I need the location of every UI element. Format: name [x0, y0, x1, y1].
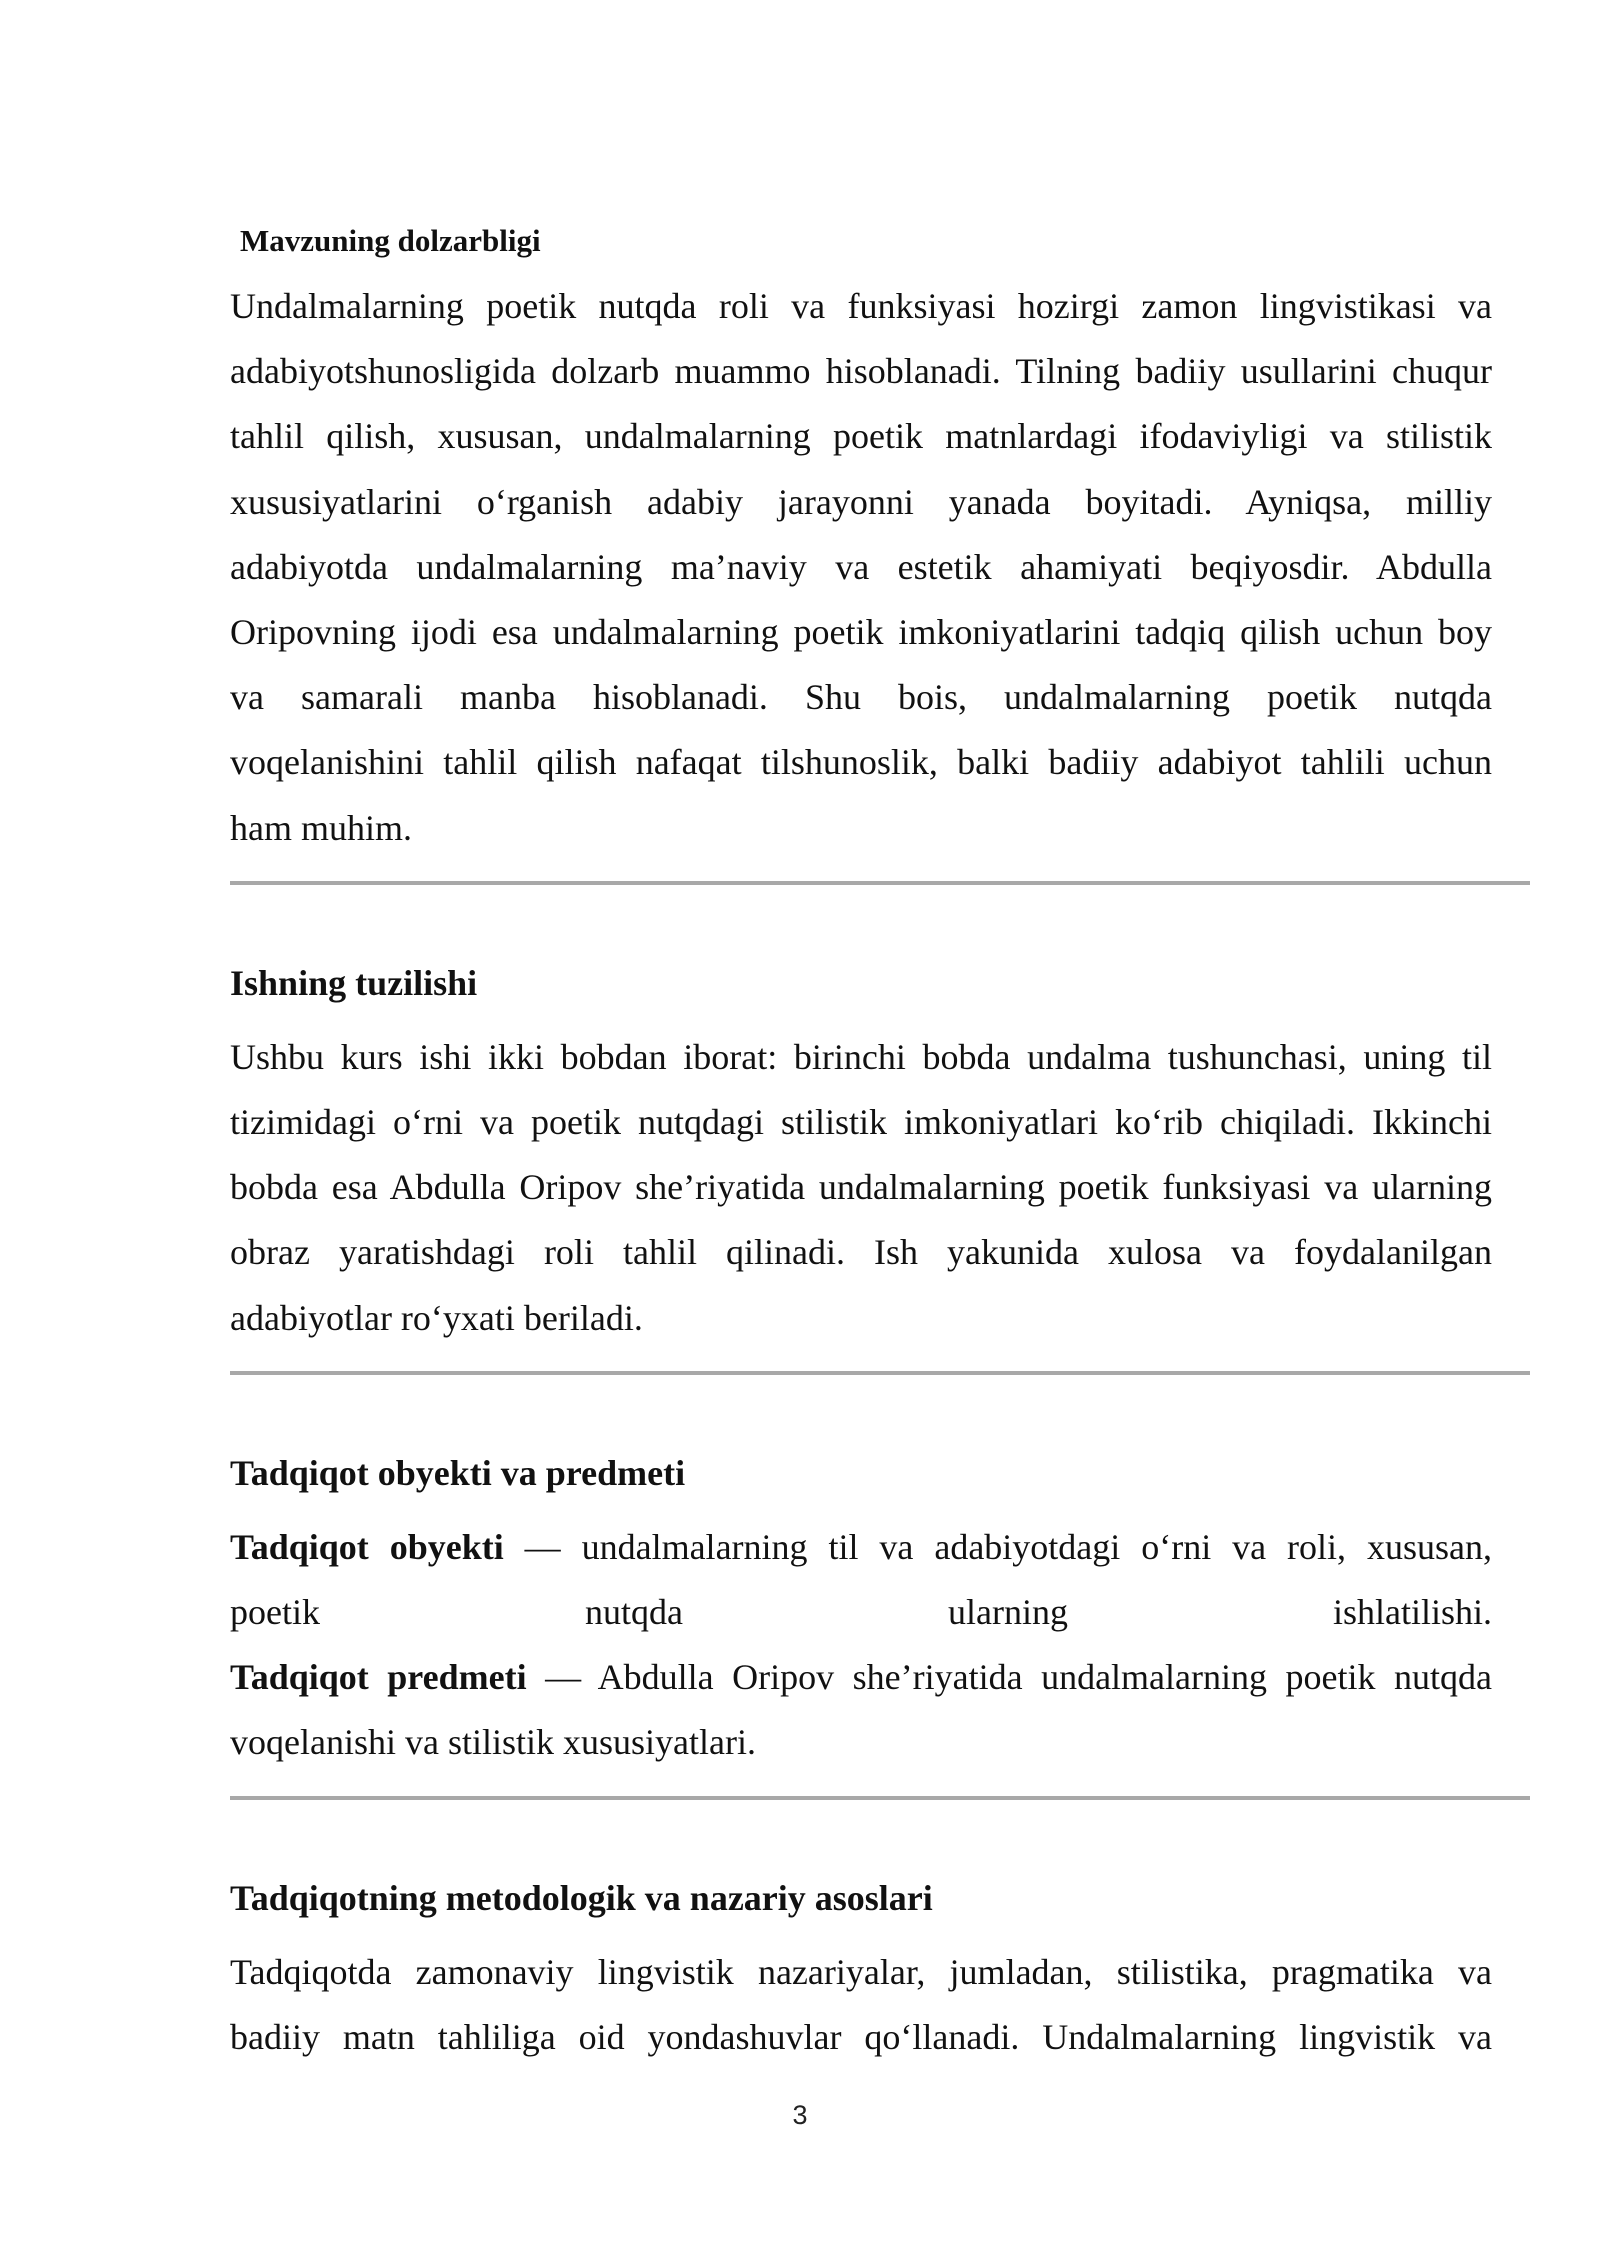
page-content [230, 222, 1492, 2070]
paragraph-line: Ushbu kurs ishi ikki bobdan iborat: birinchi bobda undalma tushunchasi, uning til [230, 1036, 1492, 1077]
paragraph-line: poetik nutqda ularning ishlatilishi. [230, 1592, 1492, 1633]
paragraph-line [230, 1515, 1492, 1580]
paragraph-line: adabiyotda undalmalarning ma’naviy va estetik ahamiyati beqiyosdir. Abdulla [230, 546, 1492, 587]
section-heading-structure: Ishning tuzilishi [230, 962, 478, 1003]
section-heading-methodology: Tadqiqotning metodologik va nazariy asoslari [230, 1877, 933, 1918]
paragraph-line: tizimidagi o‘rni va poetik nutqdagi stilistik imkoniyatlari ko‘rib chiqiladi. Ikkinchi [230, 1102, 1492, 1143]
paragraph-line: obraz yaratishdagi roli tahlil qilinadi. Ish yakunida xulosa va foydalanilgan [230, 1232, 1492, 1273]
subject-text: — Abdulla Oripov she’riyatida undalmalarning poetik nutqda [526, 1657, 1492, 1698]
paragraph-line: Undalmalarning poetik nutqda roli va funksiyasi hozirgi zamon lingvistikasi va [230, 286, 1492, 326]
object-text: — undalmalarning til va adabiyotdagi o‘rni va roli, xususan, [503, 1526, 1492, 1567]
paragraph-line: adabiyotshunosligida dolzarb muammo hisoblanadi. Tilning badiiy usullarini chuqur [230, 351, 1492, 392]
paragraph-object-subject [230, 1515, 1492, 1776]
paragraph-line: adabiyotlar ro‘yxati beriladi. [230, 1297, 643, 1338]
section-heading-relevance: Mavzuning dolzarbligi [240, 223, 541, 258]
paragraph-line: xususiyatlarini o‘rganish adabiy jarayonni yanada boyitadi. Ayniqsa, milliy [230, 481, 1492, 522]
page-number: 3 [792, 2100, 808, 2130]
paragraph-line: voqelanishi va stilistik xususiyatlari. [230, 1722, 756, 1763]
paragraph-relevance [230, 274, 1492, 861]
paragraph-line: badiiy matn tahliliga oid yondashuvlar qo‘llanadi. Undalmalarning lingvistik va [230, 2016, 1492, 2057]
paragraph-line: va samarali manba hisoblanadi. Shu bois, undalmalarning poetik nutqda [230, 677, 1492, 718]
paragraph-line: voqelanishini tahlil qilish nafaqat tilshunoslik, balki badiiy adabiyot tahlili uchun [230, 742, 1492, 783]
paragraph-line: bobda esa Abdulla Oripov she’riyatida undalmalarning poetik funksiyasi va ularning [230, 1167, 1492, 1208]
paragraph-methodology [230, 1940, 1492, 2070]
object-term: Tadqiqot obyekti [230, 1526, 504, 1567]
paragraph-line: tahlil qilish, xususan, undalmalarning poetik matnlardagi ifodaviyligi va stilistik [230, 416, 1492, 457]
paragraph-line [230, 1645, 1492, 1710]
paragraph-line: Oripovning ijodi esa undalmalarning poetik imkoniyatlarini tadqiq qilish uchun boy [230, 612, 1492, 653]
paragraph-structure [230, 1025, 1492, 1351]
paragraph-line: ham muhim. [230, 807, 412, 848]
subject-term: Tadqiqot predmeti [230, 1657, 527, 1698]
section-heading-object-subject: Tadqiqot obyekti va predmeti [230, 1452, 686, 1493]
paragraph-line: Tadqiqotda zamonaviy lingvistik nazariyalar, jumladan, stilistika, pragmatika va [230, 1951, 1492, 1992]
